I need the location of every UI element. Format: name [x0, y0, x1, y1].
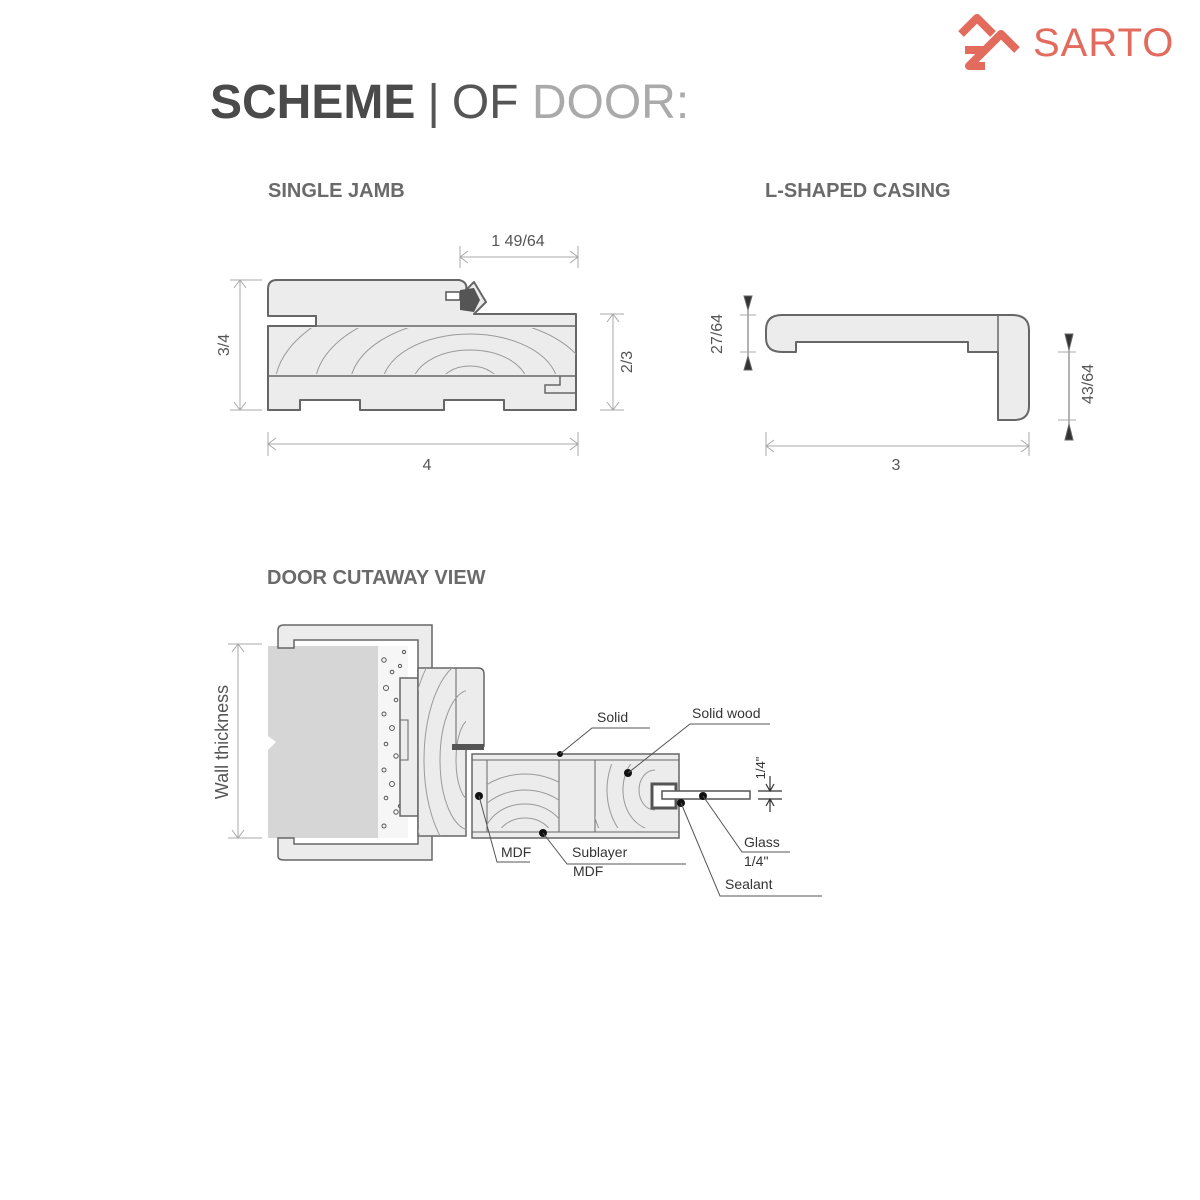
single-jamb-profile	[268, 280, 665, 486]
label-solid: Solid	[597, 709, 629, 725]
cutaway-heading: DOOR CUTAWAY VIEW	[267, 567, 486, 589]
casing-heading: L-SHAPED CASING	[765, 180, 951, 202]
jamb-dim-top: 1 49/64	[491, 233, 545, 250]
title-of: OF	[451, 76, 519, 129]
jamb-dim-bottom: 4	[422, 457, 432, 474]
cutaway-drawing	[268, 625, 822, 906]
label-glass-dim: 1/4"	[753, 756, 768, 780]
wall-thickness-label: Wall thickness	[212, 684, 232, 800]
casing-dim-right: 43/64	[1080, 363, 1097, 405]
casing-profile	[766, 315, 1029, 420]
title-strong: SCHEME	[210, 76, 416, 129]
label-solid-wood: Solid wood	[692, 705, 761, 721]
title-separator: |	[427, 76, 440, 129]
label-sublayer-mdf: MDF	[573, 863, 604, 879]
jamb-dim-right: 2/3	[619, 350, 636, 374]
brand-name: SARTO	[1033, 20, 1175, 65]
casing-dim-left: 27/64	[709, 313, 726, 355]
title-door: DOOR:	[531, 76, 690, 129]
casing-dim-bottom: 3	[891, 457, 901, 474]
single-jamb-heading: SINGLE JAMB	[268, 180, 405, 202]
label-glass: Glass	[744, 834, 780, 850]
label-glass-size: 1/4"	[744, 853, 769, 869]
label-mdf: MDF	[501, 844, 532, 860]
label-sublayer: Sublayer	[572, 844, 628, 860]
label-sealant: Sealant	[725, 876, 773, 892]
jamb-dim-left: 3/4	[216, 333, 233, 357]
